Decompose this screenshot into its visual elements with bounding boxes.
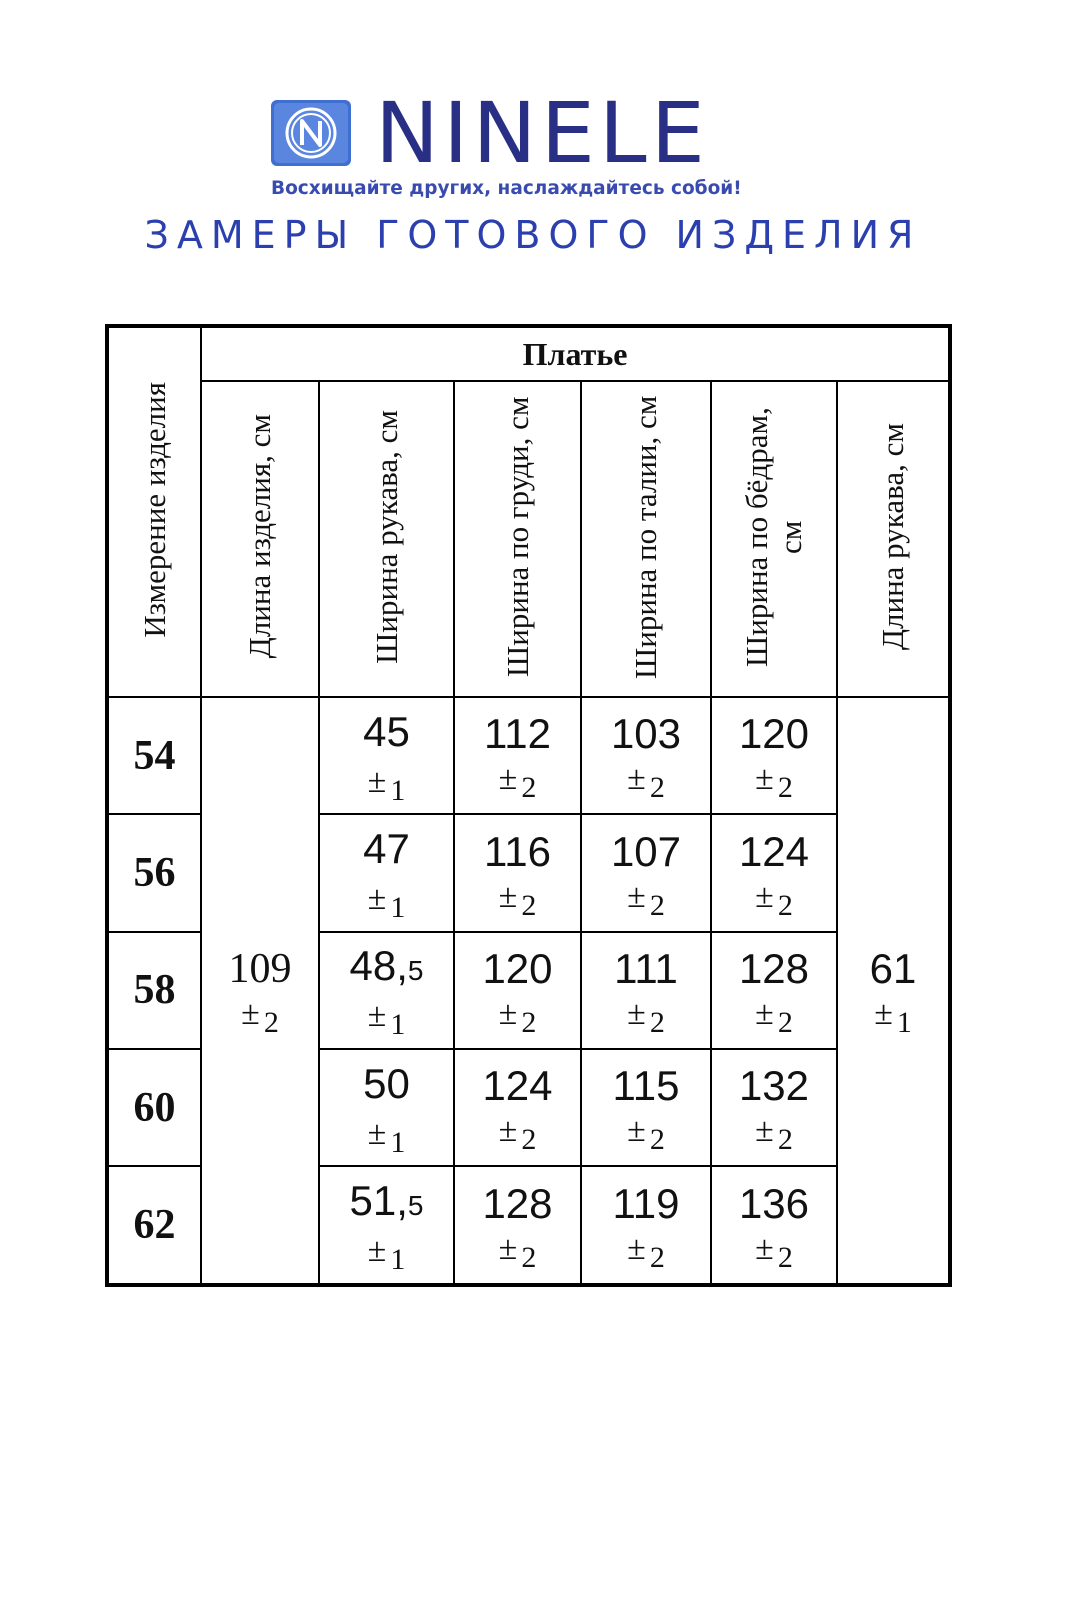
value: 116 — [484, 827, 551, 875]
tolerance: ± 2 — [498, 1229, 537, 1274]
tolerance-value: 2 — [649, 888, 665, 922]
value-main: 47 — [363, 825, 410, 873]
row-header-cell — [107, 326, 201, 697]
size-cell: 54 — [107, 697, 201, 814]
column-header — [837, 381, 950, 697]
tolerance-value: 1 — [390, 773, 406, 807]
value: 120 — [738, 710, 810, 758]
tolerance: ± 1 — [367, 997, 406, 1042]
tolerance-value: 1 — [390, 1008, 406, 1042]
garment-length-cell — [201, 697, 319, 1285]
value: 132 — [738, 1062, 810, 1110]
column-header — [454, 381, 581, 697]
column-header-label: Ширина по груди, см — [499, 396, 535, 677]
value: 61 — [869, 945, 917, 992]
brand-slogan: Восхищайте других, наслаждайтесь собой! — [271, 178, 742, 199]
tolerance: ± 2 — [498, 994, 537, 1039]
column-header-label: Длина рукава, см — [875, 422, 911, 651]
tolerance-value: 2 — [649, 1240, 665, 1274]
tolerance: ± 1 — [367, 762, 406, 807]
chest-cell — [454, 697, 581, 814]
tolerance: ± 2 — [627, 877, 665, 922]
value — [320, 943, 453, 994]
waist-cell — [581, 1166, 711, 1285]
hips-cell — [711, 697, 837, 814]
chest-cell — [454, 1166, 581, 1285]
value: 107 — [610, 827, 682, 875]
size-cell: 62 — [107, 1166, 201, 1285]
tolerance: ± 2 — [498, 877, 537, 922]
tolerance-value: 2 — [777, 888, 793, 922]
sleeve-length-cell — [837, 697, 950, 1285]
tolerance: ± 1 — [874, 995, 912, 1039]
size-cell: 60 — [107, 1049, 201, 1166]
value: 136 — [738, 1179, 810, 1227]
table-row — [107, 697, 950, 814]
tolerance: ± 1 — [367, 1114, 406, 1159]
chest-cell — [454, 814, 581, 931]
hips-cell — [711, 1049, 837, 1166]
product-name: Платье — [201, 326, 950, 381]
tolerance-value: 1 — [896, 1006, 912, 1039]
tolerance-value: 2 — [649, 771, 665, 805]
hips-cell — [711, 1166, 837, 1285]
tolerance-value: 2 — [777, 1240, 793, 1274]
sleeve-width-cell — [319, 697, 454, 814]
column-header-label: Ширина по бёдрам, см — [739, 406, 808, 667]
tolerance: ± 2 — [627, 1229, 665, 1274]
sleeve-width-cell — [319, 814, 454, 931]
n-monogram-icon — [271, 100, 351, 166]
value: 128 — [738, 944, 810, 992]
tolerance: ± 2 — [627, 760, 665, 805]
tolerance: ± 2 — [498, 1112, 537, 1157]
tolerance-value: 1 — [390, 891, 406, 925]
waist-cell — [581, 932, 711, 1049]
value: 103 — [610, 710, 682, 758]
page-title: ЗАМЕРЫ ГОТОВОГО ИЗДЕЛИЯ — [144, 213, 922, 257]
column-header-label: Ширина по талии, см — [628, 394, 663, 679]
value-main: 48, — [349, 942, 408, 990]
tolerance-value: 2 — [521, 771, 537, 805]
tolerance-value: 2 — [777, 1123, 793, 1157]
tolerance: ± 2 — [755, 1229, 793, 1274]
brand-header — [271, 84, 781, 207]
value: 109 — [228, 946, 292, 992]
value: 119 — [612, 1179, 680, 1227]
sleeve-width-cell — [319, 1166, 454, 1285]
tolerance-value: 1 — [390, 1243, 406, 1277]
value: 128 — [482, 1179, 553, 1227]
value-fraction: 5 — [407, 1190, 424, 1222]
column-header — [581, 381, 711, 697]
size-cell: 56 — [107, 814, 201, 931]
tolerance: ± 2 — [755, 994, 793, 1039]
value: 120 — [482, 944, 553, 992]
value-main: 45 — [363, 707, 410, 755]
row-header-label: Измерение изделия — [136, 381, 172, 638]
tolerance-value: 2 — [777, 771, 793, 805]
value: 124 — [738, 827, 810, 875]
tolerance-value: 2 — [521, 1240, 537, 1274]
value — [320, 709, 453, 760]
tolerance: ± 1 — [367, 880, 406, 925]
hips-cell — [711, 814, 837, 931]
column-header — [319, 381, 454, 697]
column-header — [711, 381, 837, 697]
value-fraction: 5 — [407, 955, 424, 987]
column-header-label: Ширина рукава, см — [368, 409, 404, 664]
tolerance: ± 2 — [241, 995, 279, 1039]
tolerance-value: 2 — [521, 1123, 537, 1157]
waist-cell — [581, 814, 711, 931]
tolerance-value: 2 — [521, 1005, 537, 1039]
value — [320, 1061, 453, 1112]
tolerance-value: 2 — [263, 1006, 279, 1039]
tolerance-value: 2 — [777, 1005, 793, 1039]
tolerance-value: 1 — [390, 1125, 406, 1159]
tolerance-value: 2 — [649, 1005, 665, 1039]
tolerance: ± 2 — [755, 1112, 793, 1157]
value — [320, 826, 453, 877]
tolerance-value: 2 — [521, 888, 537, 922]
tolerance: ± 2 — [755, 760, 793, 805]
hips-cell — [711, 932, 837, 1049]
size-chart-table — [105, 324, 952, 1287]
brand-name: NINELE — [375, 84, 709, 182]
value: 115 — [612, 1062, 680, 1110]
tolerance-value: 2 — [649, 1123, 665, 1157]
size-cell: 58 — [107, 932, 201, 1049]
tolerance: ± 2 — [755, 877, 793, 922]
chest-cell — [454, 1049, 581, 1166]
tolerance: ± 2 — [627, 1112, 665, 1157]
waist-cell — [581, 1049, 711, 1166]
value: 111 — [614, 944, 678, 992]
value: 112 — [484, 710, 551, 758]
column-header-label: Длина изделия, см — [242, 414, 277, 659]
tolerance: ± 2 — [498, 760, 537, 805]
value-main: 50 — [363, 1059, 410, 1107]
column-header — [201, 381, 319, 697]
tolerance: ± 2 — [627, 994, 665, 1039]
chest-cell — [454, 932, 581, 1049]
value — [320, 1178, 453, 1229]
waist-cell — [581, 697, 711, 814]
tolerance: ± 1 — [367, 1232, 406, 1277]
sleeve-width-cell — [319, 932, 454, 1049]
sleeve-width-cell — [319, 1049, 454, 1166]
value-main: 51, — [349, 1177, 408, 1225]
value: 124 — [482, 1062, 553, 1110]
